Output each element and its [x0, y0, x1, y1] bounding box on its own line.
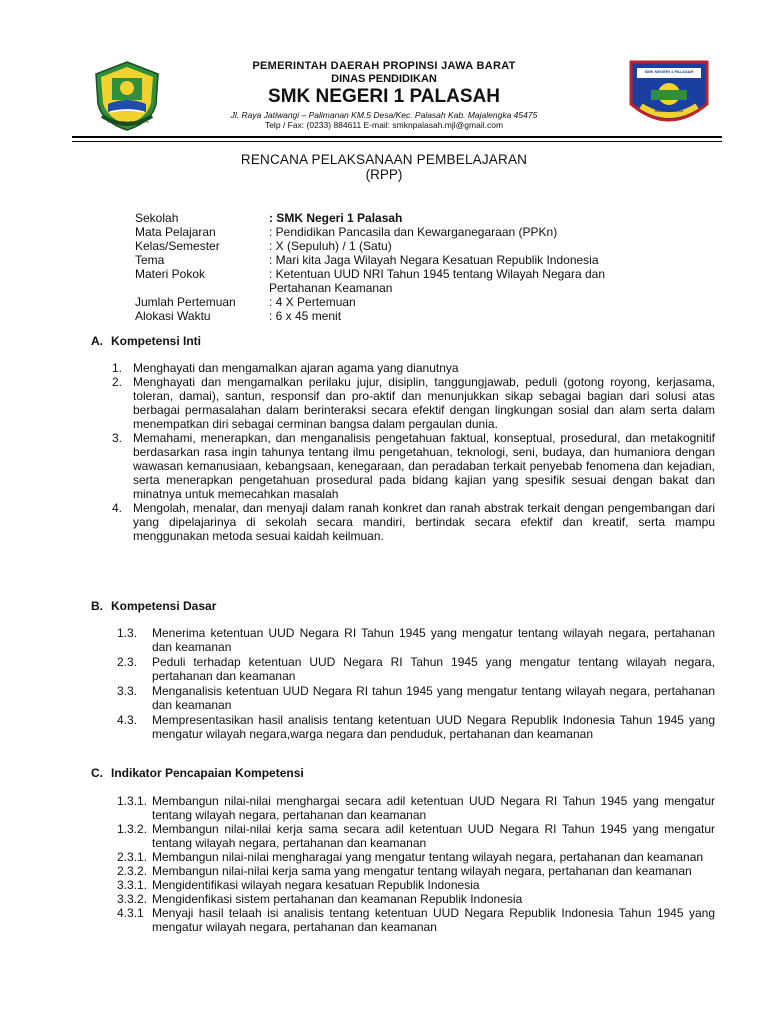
list-text: Mengolah, menalar, dan menyaji dalam ranah konkret dan ranah abstrak terkait dengan pengembangan dari yang dipelajarinya di sekolah secara mandiri, bertindak secara efektif dan kreatif, serta mampu menggunakan metoda sesuai kaidah keilmuan. — [133, 501, 715, 543]
list-number: 4. — [112, 501, 123, 515]
list-text: Menganalisis ketentuan UUD Negara RI tahun 1945 yang mengatur tentang wilayah negara, pertahanan dan keamanan — [152, 684, 715, 712]
list-item — [117, 713, 715, 741]
section-letter: A. — [91, 334, 103, 348]
list-number: 1.3.2. — [117, 822, 148, 836]
basic-competence-list — [117, 626, 715, 742]
identity-label: Tema — [135, 253, 165, 267]
list-text: Menghayati dan mengamalkan perilaku jujur, disiplin, tanggungjawab, peduli (gotong royong, kerjasama, toleran, damai), santun, responsif dan pro-aktif dan menunjukkan sikap sebagai bagian dari solusi atas berbagai permasalahan dalam berinteraksi secara efektif dengan lingkungan sosial dan alam serta dalam menempatkan diri sebagai cerminan bangsa dalam pergaulan dunia. — [133, 375, 715, 431]
document-subtitle: (RPP) — [365, 167, 403, 182]
list-item — [112, 375, 715, 431]
list-item — [112, 361, 715, 375]
right-logo-top-caption: SMK NEGERI 1 PALASAH — [644, 69, 694, 74]
list-item — [117, 906, 715, 934]
identity-label: Mata Pelajaran — [135, 225, 216, 239]
list-item — [117, 864, 715, 878]
list-number: 3.3. — [117, 684, 138, 698]
list-text: Membangun nilai-nilai kerja sama secara adil ketentuan UUD Negara RI Tahun 1945 yang mengatur tentang wilayah negara, pertahanan dan keamanan — [152, 822, 715, 850]
school-address: Jl. Raya Jatiwangi – Palimanan KM.5 Desa/Kec. Palasah Kab. Majalengka 45475 — [230, 110, 538, 120]
list-number: 1. — [112, 361, 123, 375]
list-text: Mengidentifikasi wilayah negara kesatuan Republik Indonesia — [152, 878, 480, 892]
list-text: Mengidenfikasi sistem pertahanan dan keamanan Republik Indonesia — [152, 892, 523, 906]
identity-label: Alokasi Waktu — [135, 309, 211, 323]
list-text: Peduli terhadap ketentuan UUD Negara RI Tahun 1945 yang mengatur tentang wilayah negara, pertahanan dan keamanan — [152, 655, 715, 683]
identity-value: : 6 x 45 menit — [269, 309, 342, 323]
section-title: Kompetensi Dasar — [111, 599, 217, 613]
core-competence-list — [112, 361, 715, 543]
list-item — [117, 794, 715, 822]
government-header: PEMERINTAH DAERAH PROPINSI JAWA BARAT — [252, 60, 516, 72]
letterhead-rule-thick — [72, 136, 722, 138]
list-number: 3. — [112, 431, 123, 445]
indicator-list — [117, 794, 715, 934]
list-text: Membangun nilai-nilai kerja sama yang mengatur tentang wilayah negara, pertahanan dan keamanan — [152, 864, 692, 878]
identity-value: : 4 X Pertemuan — [269, 295, 356, 309]
list-number: 3.3.2. — [117, 892, 148, 906]
list-item — [112, 431, 715, 501]
list-text: Membangun nilai-nilai mengharagai yang mengatur tentang wilayah negara, pertahanan dan keamanan — [152, 850, 704, 864]
list-item — [112, 501, 715, 543]
list-item — [117, 684, 715, 712]
school-contact: Telp / Fax: (0233) 884611 E-mail: smknpalasah.mjl@gmail.com — [264, 120, 504, 130]
letterhead-rule-thin — [72, 141, 722, 142]
identity-value: : X (Sepuluh) / 1 (Satu) — [269, 239, 392, 253]
list-text: Memahami, menerapkan, dan menganalisis pengetahuan faktual, konseptual, prosedural, dan metakognitif berdasarkan rasa ingin tahunya tentang ilmu pengetahuan, teknologi, seni, budaya, dan humaniora dengan wawasan kemanusiaan, kebangsaan, kenegaraan, dan peradaban terkait penyebab fenomena dan kejadian, serta menerapkan pengetahuan prosedural pada bidang kajian yang spesifik sesuai dengan bakat dan minatnya untuk memecahkan masalah — [133, 431, 715, 501]
list-item — [117, 822, 715, 850]
list-number: 1.3. — [117, 626, 138, 640]
identity-label: Materi Pokok — [135, 267, 206, 281]
section-letter: B. — [91, 599, 103, 613]
list-text: Menerima ketentuan UUD Negara RI Tahun 1945 yang mengatur tentang wilayah negara, pertahanan dan keamanan — [152, 626, 715, 654]
identity-value: : Pendidikan Pancasila dan Kewarganegaraan (PPKn) — [269, 225, 558, 239]
identity-value: : SMK Negeri 1 Palasah — [269, 211, 403, 225]
list-number: 2.3.2. — [117, 864, 148, 878]
list-item — [117, 626, 715, 654]
list-number: 2.3. — [117, 655, 138, 669]
list-number: 1.3.1. — [117, 794, 148, 808]
list-item — [117, 655, 715, 683]
department-header: DINAS PENDIDIKAN — [331, 73, 437, 85]
identity-label: Jumlah Pertemuan — [135, 295, 236, 309]
list-item — [117, 878, 715, 892]
school-name: SMK NEGERI 1 PALASAH — [268, 86, 500, 107]
identity-label: Kelas/Semester — [135, 239, 220, 253]
list-item — [117, 892, 715, 906]
left-logo-caption: GEMAH RIPAH REPEH RAPIH — [107, 120, 149, 124]
section-letter: C. — [91, 766, 103, 780]
identity-value: : Ketentuan UUD NRI Tahun 1945 tentang Wilayah Negara dan Pertahanan Keamanan — [269, 267, 605, 295]
list-text: Menyaji hasil telaah isi analisis tentang ketentuan UUD Negara Republik Indonesia Tahun 1945 yang mengatur wilayah negara, pertahanan dan keamanan — [152, 906, 715, 934]
list-text: Membangun nilai-nilai menghargai secara adil ketentuan UUD Negara RI Tahun 1945 yang mengatur tentang wilayah negara, pertahanan dan keamanan — [152, 794, 715, 822]
right-logo-bottom-caption: MAJALENGKA — [654, 108, 684, 113]
list-number: 2.3.1. — [117, 850, 148, 864]
list-text: Mempresentasikan hasil analisis tentang ketentuan UUD Negara Republik Indonesia Tahun 1945 yang mengatur wilayah negara,warga negara dan penduduk, pertahanan dan keamanan — [152, 713, 715, 741]
section-title: Kompetensi Inti — [111, 334, 202, 348]
list-number: 2. — [112, 375, 123, 389]
list-item — [117, 850, 715, 864]
identity-label: Sekolah — [135, 211, 179, 225]
document-title: RENCANA PELAKSANAAN PEMBELAJARAN — [240, 152, 528, 167]
list-number: 4.3. — [117, 713, 138, 727]
list-number: 4.3.1 — [117, 906, 144, 920]
identity-value: : Mari kita Jaga Wilayah Negara Kesatuan Republik Indonesia — [269, 253, 599, 267]
section-title: Indikator Pencapaian Kompetensi — [111, 766, 304, 780]
list-text: Menghayati dan mengamalkan ajaran agama yang dianutnya — [133, 361, 459, 375]
list-number: 3.3.1. — [117, 878, 148, 892]
